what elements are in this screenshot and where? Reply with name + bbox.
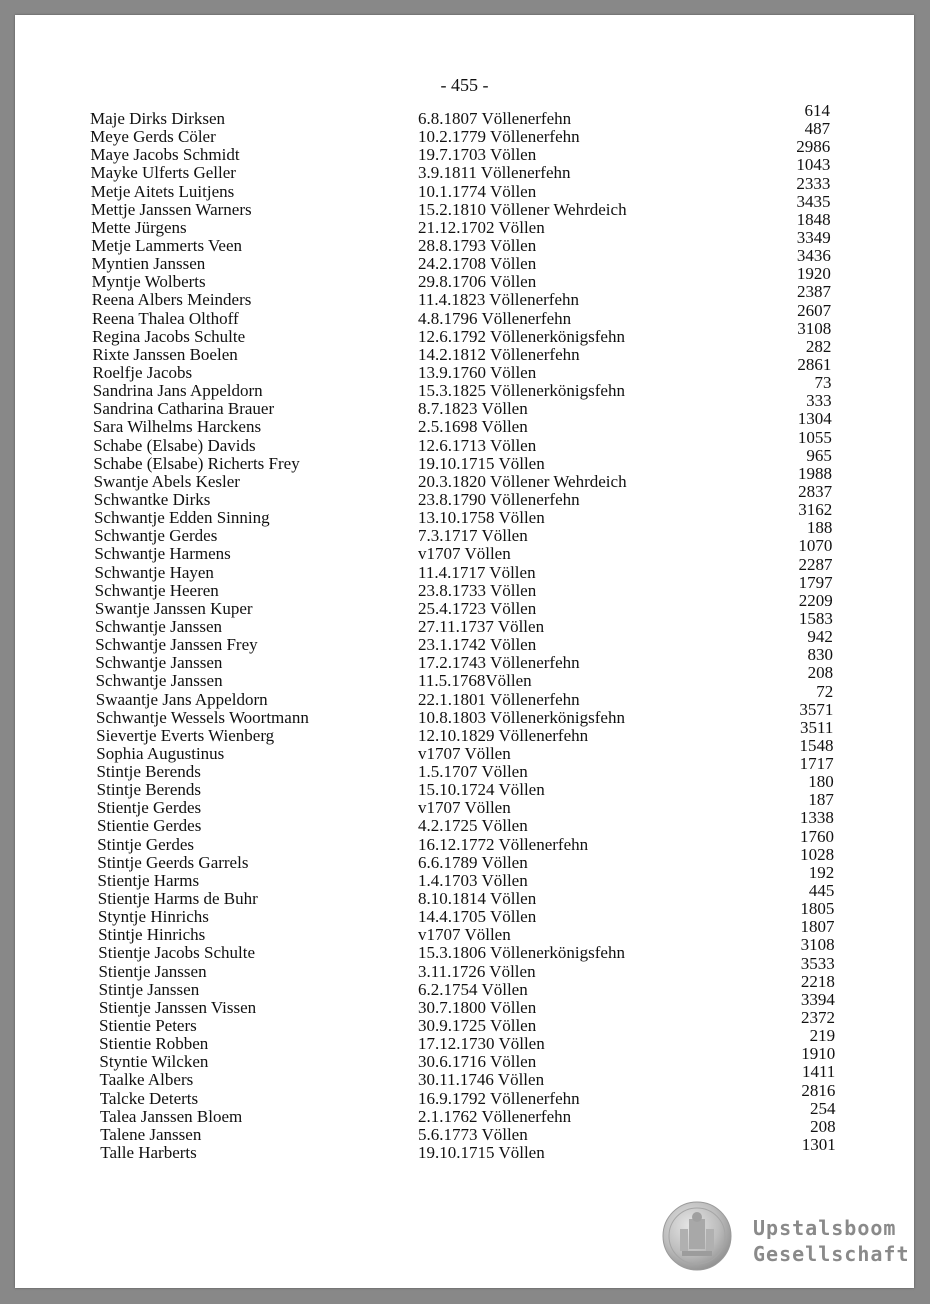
entry-name: Schwantke Dirks [93, 489, 211, 509]
entry-date-place: 19.10.1715 Völlen [418, 1143, 545, 1163]
entry-name: Schwantje Janssen Frey [95, 635, 258, 655]
entry-date-place: 12.10.1829 Völlenerfehn [418, 725, 589, 745]
entry-number: 333 [806, 391, 832, 411]
entry-number: 1043 [796, 155, 831, 175]
entry-number: 2837 [798, 481, 833, 501]
entry-number: 1920 [796, 264, 831, 284]
entry-date-place: 1.5.1707 Völlen [418, 762, 528, 782]
entry-number: 965 [806, 445, 832, 465]
entry-number: 1583 [798, 608, 833, 628]
entry-number: 2816 [801, 1080, 836, 1100]
entry-date-place: 16.9.1792 Völlenerfehn [418, 1088, 580, 1108]
entry-name: Regina Jacobs Schulte [92, 326, 246, 346]
entry-number: 445 [808, 881, 835, 901]
entry-name: Schwantje Janssen [95, 653, 223, 673]
entry-date-place: 1.4.1703 Völlen [418, 870, 528, 890]
entry-date-place: 20.3.1820 Völlener Wehrdeich [418, 471, 627, 491]
entry-number: 1070 [798, 536, 833, 556]
entry-number: 3435 [796, 191, 831, 211]
entry-date-place: 14.4.1705 Völlen [418, 907, 537, 927]
entry-number: 188 [806, 518, 833, 538]
entry-date-place: 3.11.1726 Völlen [418, 961, 536, 981]
entry-name: Metje Aitets Luitjens [90, 181, 235, 201]
upstalsboom-seal-icon [662, 1201, 732, 1271]
entry-date-place: 10.2.1779 Völlenerfehn [418, 127, 580, 147]
entry-date-place: 13.10.1758 Völlen [418, 508, 545, 528]
entry-name: Stientje Janssen [98, 961, 207, 981]
entry-number: 2287 [798, 554, 833, 574]
entry-name: Meye Gerds Cöler [90, 127, 216, 147]
entry-date-place: 12.6.1713 Völlen [418, 435, 537, 455]
entry-date-place: 2.5.1698 Völlen [418, 417, 528, 437]
entry-number: 1304 [797, 409, 832, 429]
entry-date-place: 19.10.1715 Völlen [418, 453, 545, 473]
entry-number: 1988 [798, 463, 832, 483]
entry-date-place: 23.8.1790 Völlenerfehn [418, 489, 580, 509]
entry-date-place: 23.1.1742 Völlen [418, 635, 537, 655]
entry-number: 614 [804, 101, 830, 120]
entry-date-place: 17.12.1730 Völlen [418, 1034, 545, 1054]
entry-name: Metje Lammerts Veen [91, 235, 243, 255]
entry-date-place: 28.8.1793 Völlen [418, 235, 537, 255]
entry-name: Stintje Gerdes [97, 834, 194, 854]
entry-name: Schwantje Hayen [94, 562, 214, 582]
entry-name: Rixte Janssen Boelen [92, 344, 238, 364]
entry-number: 208 [807, 663, 834, 683]
entry-name: Talea Janssen Bloem [99, 1106, 243, 1126]
entry-name: Schabe (Elsabe) Richerts Frey [93, 453, 300, 473]
entry-date-place: 14.2.1812 Völlenerfehn [418, 344, 580, 364]
entry-number: 254 [810, 1098, 836, 1118]
entry-name: Schwantje Heeren [94, 580, 219, 600]
entry-date-place: 15.3.1806 Völlenerkönigsfehn [418, 943, 625, 963]
entry-name: Schwantje Harmens [94, 544, 231, 564]
entry-date-place: 4.2.1725 Völlen [418, 816, 528, 836]
entry-number: 208 [810, 1116, 836, 1136]
entry-name: Stintje Hinrichs [98, 925, 206, 945]
entry-number: 2607 [797, 300, 832, 320]
entry-date-place: 10.1.1774 Völlen [418, 181, 537, 201]
entry-date-place: 24.2.1708 Völlen [418, 254, 537, 274]
entry-number: 3394 [800, 989, 835, 1009]
entry-number: 1848 [796, 209, 831, 229]
entry-date-place: 13.9.1760 Völlen [418, 362, 537, 382]
entry-number: 1338 [799, 808, 834, 828]
entry-name: Styntje Hinrichs [97, 907, 209, 927]
entry-number: 2218 [800, 971, 835, 991]
entry-number: 1055 [797, 427, 832, 447]
entry-name: Talcke Deterts [99, 1088, 199, 1108]
entry-name: Roelfje Jacobs [92, 362, 193, 382]
entry-date-place: 10.8.1803 Völlenerkönigsfehn [418, 707, 625, 727]
entry-name: Maje Dirks Dirksen [90, 109, 226, 128]
watermark-text [753, 1215, 910, 1267]
entry-number: 3571 [799, 699, 834, 719]
entry-date-place: 7.3.1717 Völlen [418, 526, 528, 546]
entry-number: 3162 [798, 500, 833, 520]
entry-date-place: 30.11.1746 Völlen [418, 1070, 545, 1090]
page-number: - 455 - [440, 75, 489, 95]
entry-date-place: v1707 Völlen [418, 743, 511, 763]
entry-date-place: 11.5.1768Völlen [418, 671, 532, 691]
watermark-line-2: Gesellschaft [753, 1242, 910, 1266]
entry-name: Taalke Albers [99, 1070, 194, 1090]
entry-name: Swantje Janssen Kuper [94, 598, 253, 618]
entry-date-place: 23.8.1733 Völlen [418, 580, 537, 600]
entry-number: 487 [804, 119, 831, 139]
entry-number: 2986 [796, 137, 831, 157]
entry-date-place: v1707 Völlen [418, 925, 511, 945]
entry-number: 192 [808, 862, 835, 882]
entry-number: 2209 [798, 590, 833, 610]
entry-number: 1301 [801, 1135, 836, 1155]
entry-number: 3436 [796, 246, 831, 266]
entry-date-place: 4.8.1796 Völlenerfehn [418, 308, 572, 328]
entry-name: Stintje Berends [96, 780, 202, 800]
entry-number: 3511 [800, 717, 834, 737]
entry-number: 2387 [797, 282, 831, 302]
entry-date-place: 25.4.1723 Völlen [418, 598, 537, 618]
entry-name: Talle Harberts [100, 1143, 197, 1163]
entry-name: Stintje Berends [96, 762, 201, 782]
entry-number: 1797 [798, 572, 833, 592]
entry-name: Talene Janssen [100, 1124, 202, 1144]
entry-number: 180 [808, 772, 834, 792]
entry-date-place: 5.6.1773 Völlen [418, 1124, 528, 1144]
entry-row [15, 101, 914, 128]
entry-date-place: 30.6.1716 Völlen [418, 1052, 537, 1072]
entry-date-place: 2.1.1762 Völlenerfehn [418, 1106, 572, 1126]
entry-name: Stientje Janssen Vissen [98, 997, 257, 1017]
entry-date-place: v1707 Völlen [418, 798, 511, 818]
entry-date-place: 27.11.1737 Völlen [418, 616, 545, 636]
entry-name: Sievertje Everts Wienberg [96, 725, 275, 745]
entry-number: 830 [807, 645, 833, 665]
entry-date-place: 8.7.1823 Völlen [418, 399, 528, 419]
entry-number: 219 [809, 1026, 836, 1046]
entry-number: 1028 [800, 844, 835, 864]
entry-date-place: 6.8.1807 Völlenerfehn [418, 109, 572, 128]
entry-date-place: 11.4.1823 Völlenerfehn [418, 290, 579, 310]
entry-name: Myntje Wolberts [91, 272, 206, 292]
entry-name: Schwantje Janssen [95, 671, 223, 691]
entry-name: Schwantje Wessels Woortmann [95, 707, 309, 727]
entry-date-place: 30.7.1800 Völlen [418, 997, 537, 1017]
entry-date-place: 11.4.1717 Völlen [418, 562, 536, 582]
entry-number: 2372 [801, 1008, 835, 1028]
entry-date-place: v1707 Völlen [418, 544, 511, 564]
document-page [15, 15, 914, 1288]
entry-name: Myntien Janssen [91, 254, 206, 274]
entry-number: 3533 [800, 953, 835, 973]
entry-number: 2333 [796, 173, 831, 193]
entry-number: 942 [807, 627, 833, 647]
entry-date-place: 29.8.1706 Völlen [418, 272, 537, 292]
entry-name: Stientie Gerdes [97, 816, 202, 836]
entry-row [15, 1135, 914, 1163]
entry-name: Stientje Jacobs Schulte [98, 943, 256, 963]
entry-number: 73 [814, 373, 832, 393]
entry-number: 1760 [800, 826, 834, 846]
entry-name: Reena Albers Meinders [91, 290, 252, 310]
entry-name: Stintje Geerds Garrels [97, 852, 249, 872]
entry-name: Swantje Abels Kesler [93, 471, 240, 491]
entry-date-place: 12.6.1792 Völlenerkönigsfehn [418, 326, 625, 346]
entry-date-place: 3.9.1811 Völlenerfehn [418, 163, 571, 183]
entry-name: Schwantje Edden Sinning [93, 508, 270, 528]
entry-name: Styntie Wilcken [99, 1052, 209, 1072]
entry-name: Schabe (Elsabe) Davids [93, 435, 256, 455]
entry-name: Stientje Harms de Buhr [97, 889, 258, 909]
entry-name: Stientje Gerdes [96, 798, 202, 818]
entry-date-place: 16.12.1772 Völlenerfehn [418, 834, 589, 854]
entry-number: 1805 [800, 899, 835, 919]
entry-date-place: 19.7.1703 Völlen [418, 145, 537, 165]
entry-number: 1807 [800, 917, 835, 937]
entry-name: Stintje Janssen [98, 979, 200, 999]
entry-number: 1910 [801, 1044, 836, 1064]
entry-number: 187 [808, 790, 834, 810]
entry-date-place: 30.9.1725 Völlen [418, 1016, 537, 1036]
entry-name: Mette Jürgens [91, 217, 187, 237]
entry-date-place: 21.12.1702 Völlen [418, 217, 545, 237]
entry-name: Schwantje Gerdes [94, 526, 218, 546]
entry-name: Stientje Harms [97, 870, 200, 890]
watermark-line-1: Upstalsboom [753, 1216, 897, 1240]
entry-name: Stientie Robben [99, 1034, 209, 1054]
entry-date-place: 6.6.1789 Völlen [418, 852, 528, 872]
entry-name: Maye Jacobs Schmidt [90, 145, 240, 165]
entry-number: 1717 [799, 754, 834, 774]
entry-number: 72 [816, 681, 834, 701]
entry-name: Swaantje Jans Appeldorn [95, 689, 268, 709]
entry-number: 1411 [801, 1062, 836, 1082]
entry-name: Sophia Augustinus [96, 743, 225, 763]
entry-date-place: 15.10.1724 Völlen [418, 780, 545, 800]
entry-number: 282 [805, 336, 832, 356]
entry-name: Reena Thalea Olthoff [91, 308, 239, 328]
entry-date-place: 22.1.1801 Völlenerfehn [418, 689, 580, 709]
entry-name: Sandrina Jans Appeldorn [92, 381, 263, 401]
entry-name: Sandrina Catharina Brauer [92, 399, 275, 419]
entry-name: Mettje Janssen Warners [90, 199, 252, 219]
entry-number: 2861 [797, 354, 832, 374]
entry-name: Mayke Ulferts Geller [90, 163, 236, 183]
entry-number: 3108 [797, 318, 832, 338]
entry-name: Schwantje Janssen [95, 616, 223, 636]
entry-name: Stientie Peters [99, 1016, 197, 1036]
entry-number: 1548 [799, 735, 834, 755]
entry-number: 3108 [800, 935, 835, 955]
entry-list [15, 101, 914, 1163]
entry-date-place: 8.10.1814 Völlen [418, 889, 537, 909]
entry-number: 3349 [796, 227, 831, 247]
entry-date-place: 17.2.1743 Völlenerfehn [418, 653, 580, 673]
entry-date-place: 6.2.1754 Völlen [418, 979, 528, 999]
entry-date-place: 15.3.1825 Völlenerkönigsfehn [418, 381, 625, 401]
entry-date-place: 15.2.1810 Völlener Wehrdeich [418, 199, 627, 219]
entry-name: Sara Wilhelms Harckens [93, 417, 262, 437]
